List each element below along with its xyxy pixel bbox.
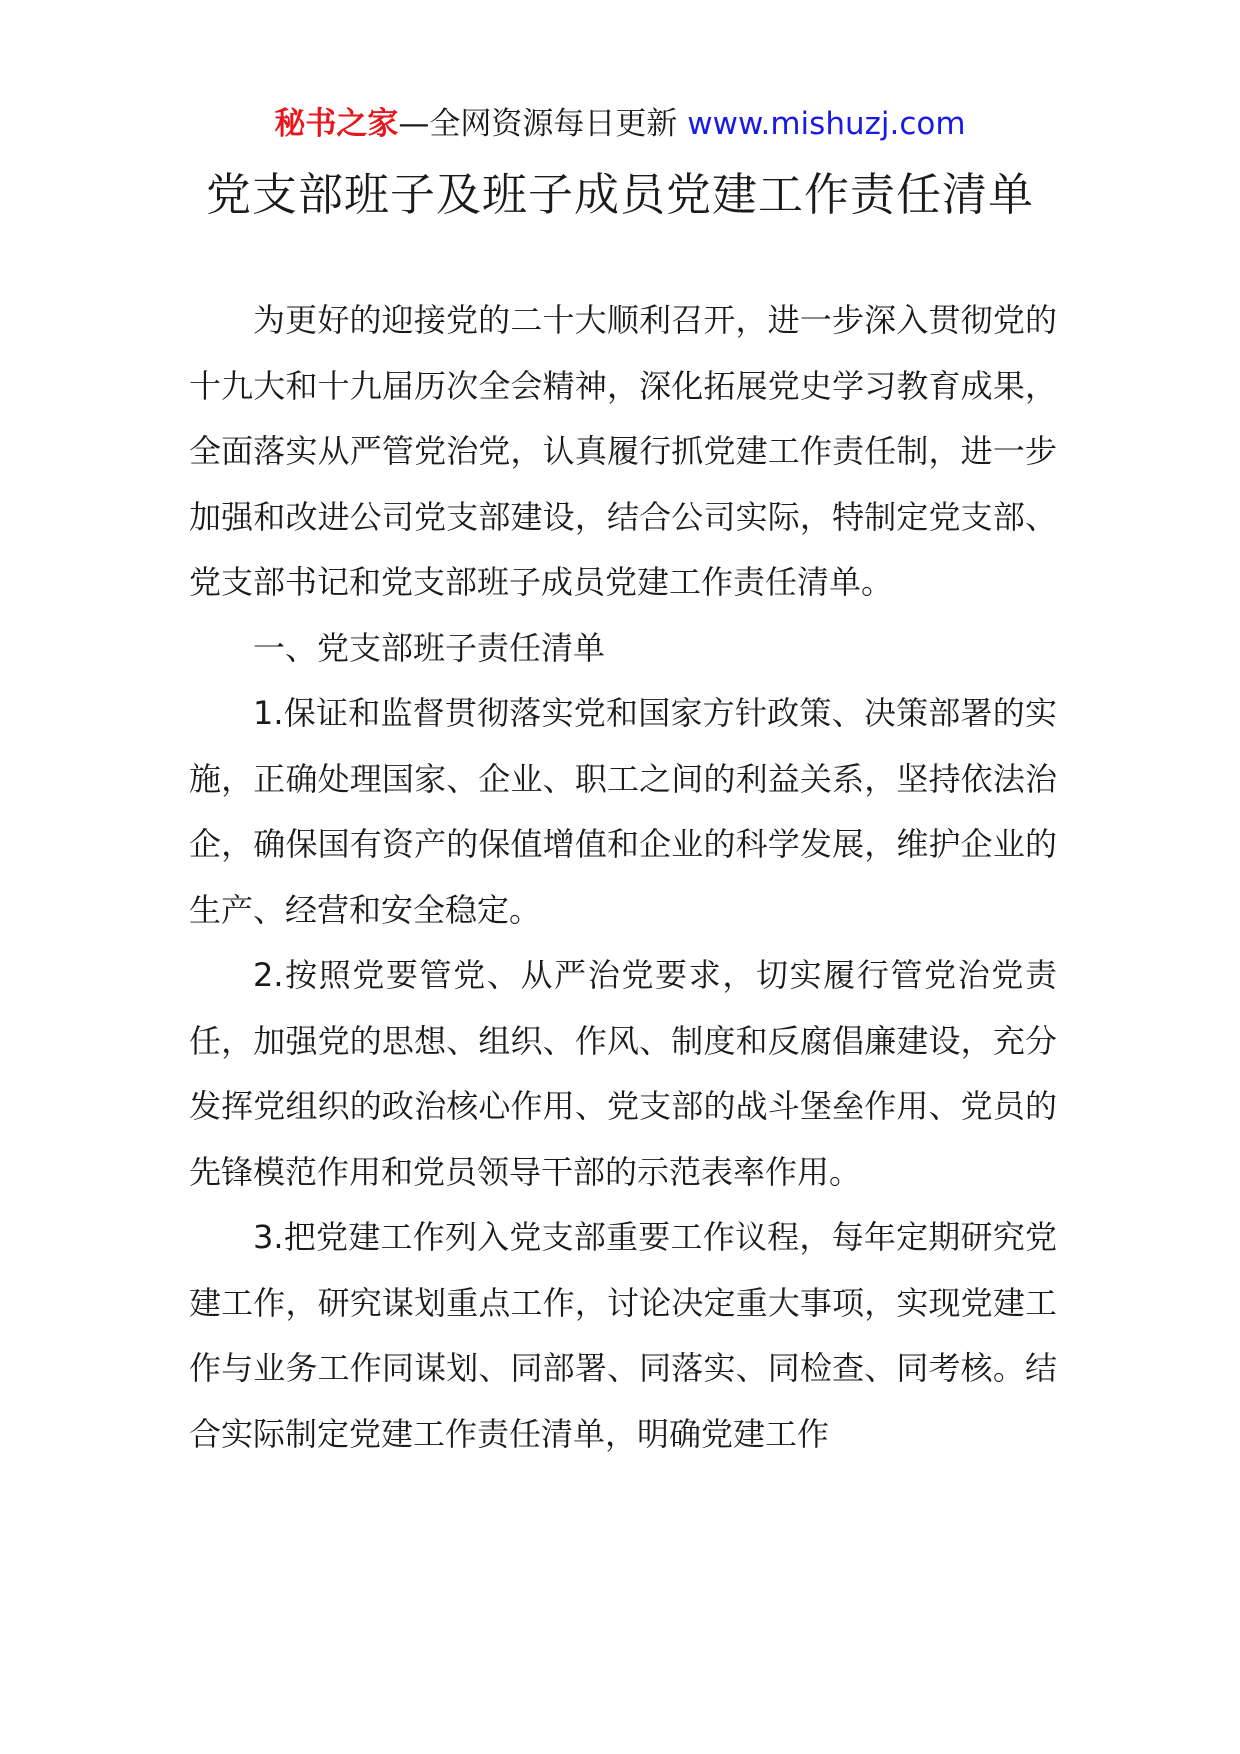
brand-name: 秘书之家 [274, 106, 399, 142]
list-item-2: 2.按照党要管党、从严治党要求，切实履行管党治党责任，加强党的思想、组织、作风、制度和反腐倡廉建设，充分发挥党组织的政治核心作用、党支部的战斗堡垒作用、党员的先锋模范作用和党员领导干部的示范表率作用。 [189, 956, 1057, 1191]
site-header [0, 102, 1240, 146]
section-heading: 一、党支部班子责任清单 [253, 628, 606, 667]
list-item-3: 3.把党建工作列入党支部重要工作议程，每年定期研究党建工作，研究谋划重点工作，讨论决定重大事项，实现党建工作与业务工作同谋划、同部署、同落实、同检查、同考核。结合实际制定党建工作责任清单，明确党建工作 [189, 1218, 1057, 1453]
document-body [189, 288, 1057, 1467]
intro-paragraph: 为更好的迎接党的二十大顺利召开，进一步深入贯彻党的十九大和十九届历次全会精神，深化拓展党史学习教育成果，全面落实从严管党治党，认真履行抓党建工作责任制，进一步加强和改进公司党支部建设，结合公司实际，特制定党支部、党支部书记和党支部班子成员党建工作责任清单。 [189, 301, 1057, 601]
list-item-1: 1.保证和监督贯彻落实党和国家方针政策、决策部署的实施，正确处理国家、企业、职工之间的利益关系，坚持依法治企，确保国有资产的保值增值和企业的科学发展，维护企业的生产、经营和安全稳定。 [189, 694, 1057, 929]
header-slogan: —全网资源每日更新 [398, 106, 678, 142]
document-title: 党支部班子及班子成员党建工作责任清单 [205, 168, 1034, 221]
site-url-link[interactable]: www.mishuzj.com [687, 106, 966, 142]
